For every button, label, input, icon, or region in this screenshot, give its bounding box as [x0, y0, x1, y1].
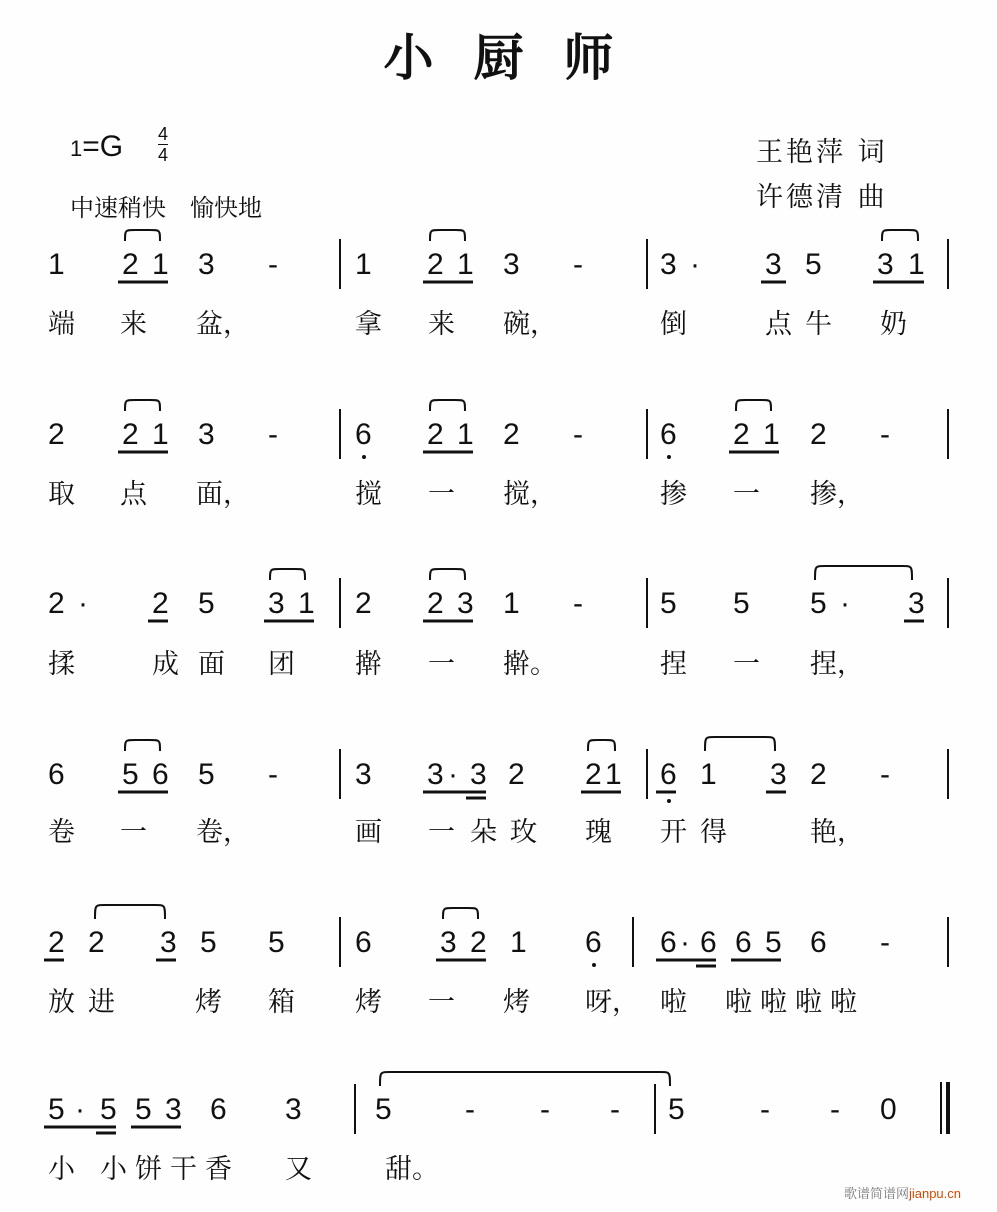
note: 2 [427, 248, 444, 281]
tempo-marking: 中速稍快 愉快地 [70, 194, 262, 222]
lyric: 放 [48, 987, 75, 1018]
note: 6 [735, 926, 752, 959]
note: 3 [440, 926, 457, 959]
note: 3 [770, 758, 787, 791]
lyric: 牛 [805, 309, 832, 340]
lyric: 擀 [355, 649, 382, 680]
lyric: 来 [120, 309, 147, 340]
time-bottom: 4 [158, 145, 169, 165]
note: - [573, 587, 583, 620]
note: 2 [503, 418, 520, 451]
lyric: 一 [120, 817, 147, 848]
lyric: 捏， [810, 649, 864, 680]
note: 5 [100, 1093, 117, 1126]
lyric: 掺 [660, 479, 687, 510]
note: 6 [152, 758, 169, 791]
lyric: 碗， [503, 309, 557, 340]
lyric: 得 [700, 817, 727, 848]
note: 2 [152, 587, 169, 620]
lyric: 进 [88, 987, 115, 1018]
lyric: 小 [100, 1154, 127, 1185]
lyric: 搅 [355, 479, 382, 510]
composer-credit: 许德清 曲 [756, 182, 888, 213]
note: 3 [908, 587, 925, 620]
note: 2 [48, 418, 65, 451]
note: 1 [298, 587, 315, 620]
note: 2 [122, 418, 139, 451]
lyric: 瑰 [585, 817, 612, 848]
lyric: 啦 [760, 987, 787, 1018]
key-note: =G [82, 130, 124, 163]
note: · [78, 587, 88, 620]
watermark-url: jianpu.cn [908, 1186, 961, 1201]
slur-arc [815, 566, 912, 580]
lyric: 箱 [268, 987, 295, 1018]
lyric: 倒 [660, 309, 687, 340]
note: - [610, 1093, 620, 1126]
note: 1 [355, 248, 372, 281]
note: 2 [810, 418, 827, 451]
note: - [880, 926, 890, 959]
lyric: 拿 [355, 309, 382, 340]
note: 2 [470, 926, 487, 959]
note: 3 [457, 587, 474, 620]
note: 6 [585, 926, 602, 959]
note: 2 [122, 248, 139, 281]
note: 1 [605, 758, 622, 791]
lyric: 卷， [196, 817, 250, 848]
lyric: 团 [268, 649, 295, 680]
note: 6 [355, 926, 372, 959]
note: 1 [152, 418, 169, 451]
lyric: 端 [48, 309, 75, 340]
note: 6 [810, 926, 827, 959]
note: 5 [660, 587, 677, 620]
slur-arc [430, 569, 465, 580]
note: - [880, 418, 890, 451]
slur-arc [125, 230, 160, 241]
lyricist-credit: 王艳萍 词 [756, 137, 888, 168]
note: 5 [135, 1093, 152, 1126]
lyric: 成 [152, 649, 179, 680]
lyric: 揉 [48, 649, 75, 680]
note: 2 [585, 758, 602, 791]
note: 3 [470, 758, 487, 791]
note: 1 [457, 418, 474, 451]
lyric: 呀， [585, 987, 639, 1018]
lyric: 盆， [196, 309, 250, 340]
note: 5 [198, 587, 215, 620]
note: 5 [668, 1093, 685, 1126]
note: 3 [427, 758, 444, 791]
note: - [268, 248, 278, 281]
note: 6 [48, 758, 65, 791]
song-title: 小厨师 [383, 28, 654, 87]
note: 3 [877, 248, 894, 281]
lyric: 奶 [880, 309, 907, 340]
note: 2 [355, 587, 372, 620]
note: 3 [765, 248, 782, 281]
lyric: 烤 [195, 987, 222, 1018]
lyric: 捏 [660, 649, 687, 680]
lyric: 擀。 [503, 649, 557, 680]
lyric: 干 [170, 1154, 197, 1185]
note: 6 [210, 1093, 227, 1126]
note: - [880, 758, 890, 791]
lyric: 啦 [725, 987, 752, 1018]
note: - [540, 1093, 550, 1126]
note: 6 [660, 926, 677, 959]
low-octave-dot [667, 455, 671, 459]
note: 1 [48, 248, 65, 281]
key-degree: 1 [70, 136, 83, 161]
note: - [268, 758, 278, 791]
lyric: 烤 [355, 987, 382, 1018]
note: - [573, 418, 583, 451]
slur-arc [270, 569, 305, 580]
note: 3 [160, 926, 177, 959]
low-octave-dot [362, 455, 366, 459]
note: 3 [660, 248, 677, 281]
note: 5 [200, 926, 217, 959]
slur-arc [430, 230, 465, 241]
note: · [680, 926, 690, 959]
lyric: 香 [205, 1154, 232, 1185]
slur-arc [588, 740, 615, 751]
note: 2 [733, 418, 750, 451]
lyric: 取 [48, 479, 75, 510]
lyric: 面 [198, 649, 225, 680]
lyric: 开 [660, 817, 687, 848]
note: 6 [700, 926, 717, 959]
note: 5 [765, 926, 782, 959]
note: 5 [198, 758, 215, 791]
slur-arc [380, 1072, 670, 1086]
note: 2 [427, 418, 444, 451]
note: 2 [508, 758, 525, 791]
note: - [465, 1093, 475, 1126]
note: 2 [48, 587, 65, 620]
lyric: 啦 [795, 987, 822, 1018]
note: 5 [268, 926, 285, 959]
slur-arc [125, 740, 160, 751]
lyric: 朵 [470, 817, 497, 848]
lyric: 卷 [48, 817, 75, 848]
note: 3 [165, 1093, 182, 1126]
lyric: 来 [428, 309, 455, 340]
lyric: 搅， [503, 479, 557, 510]
time-top: 4 [158, 124, 169, 144]
note: 6 [660, 418, 677, 451]
low-octave-dot [592, 963, 596, 967]
note: 3 [285, 1093, 302, 1126]
note: 3 [268, 587, 285, 620]
note: · [690, 248, 700, 281]
note: 2 [810, 758, 827, 791]
lyric: 啦 [830, 987, 857, 1018]
lyric: 点 [765, 309, 792, 340]
note: 0 [880, 1093, 897, 1126]
note: 2 [88, 926, 105, 959]
note: · [75, 1093, 85, 1126]
lyric: 艳， [810, 817, 864, 848]
slur-arc [882, 230, 918, 241]
note: 1 [700, 758, 717, 791]
note: 5 [375, 1093, 392, 1126]
lyric: 点 [120, 479, 147, 510]
lyric: 饼 [135, 1154, 162, 1185]
note: 3 [198, 248, 215, 281]
note: 1 [908, 248, 925, 281]
slur-arc [430, 400, 465, 411]
watermark-site: 歌谱简谱网 [843, 1187, 909, 1202]
note: 6 [660, 758, 677, 791]
note: · [840, 587, 850, 620]
lyric: 掺， [810, 479, 864, 510]
note: 1 [510, 926, 527, 959]
slur-arc [443, 908, 478, 919]
note: 6 [355, 418, 372, 451]
note: 2 [427, 587, 444, 620]
slur-arc [736, 400, 771, 411]
lyric: 面， [196, 479, 250, 510]
lyric: 一 [428, 987, 455, 1018]
note: · [448, 758, 458, 791]
note: 2 [48, 926, 65, 959]
note: 5 [122, 758, 139, 791]
slur-arc [705, 737, 775, 751]
note: 3 [355, 758, 372, 791]
note: - [573, 248, 583, 281]
lyric: 画 [355, 817, 382, 848]
note: - [760, 1093, 770, 1126]
lyric: 一 [428, 479, 455, 510]
note: 5 [810, 587, 827, 620]
note: 5 [733, 587, 750, 620]
note: 3 [198, 418, 215, 451]
note: - [830, 1093, 840, 1126]
note: 1 [457, 248, 474, 281]
note: - [268, 418, 278, 451]
lyric: 一 [733, 479, 760, 510]
slur-arc [95, 905, 165, 919]
lyric: 玫 [510, 817, 537, 848]
lyric: 一 [428, 649, 455, 680]
note: 5 [48, 1093, 65, 1126]
note: 1 [763, 418, 780, 451]
lyric: 啦 [660, 987, 687, 1018]
lyric: 一 [428, 817, 455, 848]
note: 1 [503, 587, 520, 620]
lyric: 一 [733, 649, 760, 680]
lyric: 小 [48, 1154, 75, 1185]
lyric: 甜。 [385, 1154, 439, 1185]
low-octave-dot [667, 799, 671, 803]
lyric: 又 [285, 1154, 312, 1185]
slur-arc [125, 400, 160, 411]
note: 3 [503, 248, 520, 281]
lyric: 烤 [503, 987, 530, 1018]
note: 1 [152, 248, 169, 281]
note: 5 [805, 248, 822, 281]
